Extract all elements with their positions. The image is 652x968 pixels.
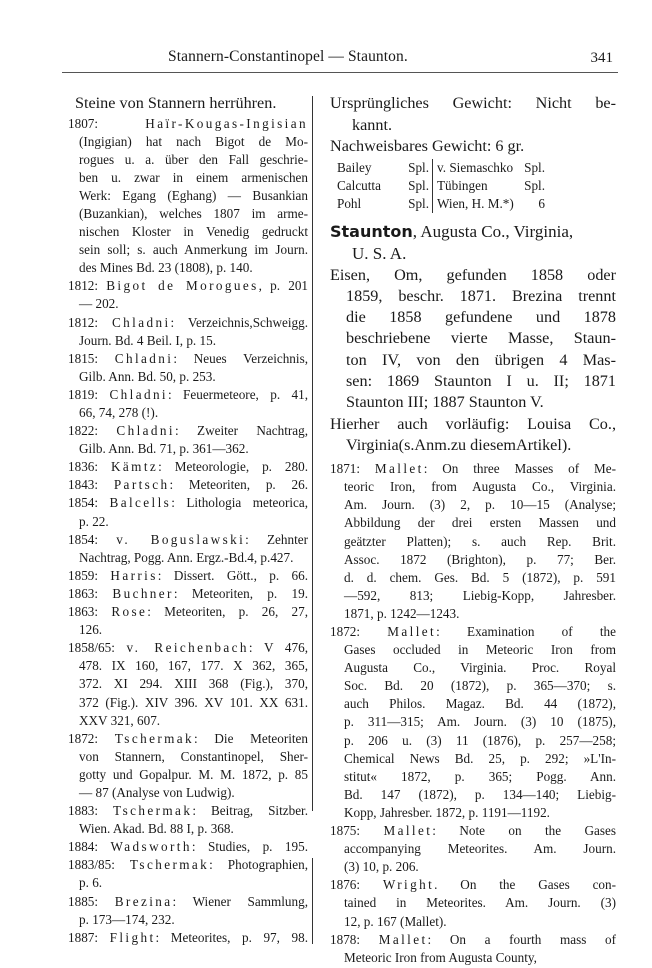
entry-year: 1883: bbox=[68, 803, 99, 819]
entry-author: Brezina bbox=[114, 893, 173, 909]
left-column bbox=[68, 93, 308, 947]
bibliography-entry bbox=[68, 350, 308, 386]
bibliography-entry bbox=[330, 460, 616, 623]
entry-year: 1885: bbox=[68, 893, 99, 909]
entry-continuation-line: Bd. 147 (1872), p. 134—140; Liebig- bbox=[344, 786, 616, 802]
entry-text: : Dissert. Gött., p. 66. bbox=[157, 567, 308, 583]
entry-year: 1812: bbox=[68, 278, 99, 294]
bibliography-entry bbox=[330, 931, 616, 967]
bibliography-entry bbox=[68, 567, 308, 585]
header-rule bbox=[62, 72, 618, 73]
entry-year: 1836: bbox=[68, 459, 99, 475]
entry-first-line bbox=[68, 603, 308, 621]
entry-continuation-line: d. d. chem. Ges. Bd. 5 (1872), p. 591 bbox=[344, 569, 616, 585]
entry-author: Mallet bbox=[383, 823, 433, 839]
entry-author: Mallet bbox=[378, 931, 428, 947]
entry-first-line bbox=[68, 531, 308, 549]
bibliography-entry bbox=[68, 277, 308, 313]
entry-continuation-line: teoric Iron, from Augusta Co., Virginia. bbox=[344, 479, 616, 495]
column-divider bbox=[312, 96, 313, 811]
entry-author: v. Reichenbach bbox=[126, 640, 249, 656]
entry-author: Kämtz bbox=[111, 459, 159, 475]
entry-continuation-line: Werk: Egang (Eghang) — Busankian bbox=[79, 187, 308, 203]
bibliography-entry bbox=[68, 802, 308, 838]
provisional-line: Hierher auch vorläufig: Louisa Co., bbox=[330, 414, 616, 433]
entry-author: Haïr-Kougas-Ingisian bbox=[145, 115, 308, 131]
entry-text: : Feuermeteore, p. 41, bbox=[168, 386, 308, 402]
entry-continuation-line: — 87 (Analyse von Ludwig). bbox=[79, 784, 235, 800]
entry-continuation-line: Soc. Bd. 20 (1872), p. 365—370; s. bbox=[344, 678, 616, 694]
verifiable-weight: Nachweisbares Gewicht: 6 gr. bbox=[330, 137, 525, 155]
page-header bbox=[62, 48, 618, 70]
entry-text: : On three Masses of Me- bbox=[423, 461, 617, 477]
entry-continuation-line: (Buzankian), welches 1807 im arme- bbox=[79, 205, 308, 221]
original-weight bbox=[330, 93, 616, 136]
entry-first-line bbox=[68, 350, 308, 368]
entry-first-line bbox=[68, 929, 308, 947]
collection-name: Wien, H. M.*) bbox=[437, 195, 514, 211]
page-number: 341 bbox=[590, 50, 613, 66]
entry-year: 1883/85: bbox=[68, 857, 115, 873]
description-line: 1859, beschr. 1871. Brezina trennt bbox=[346, 286, 616, 305]
entry-first-line bbox=[68, 802, 308, 820]
bibliography-list-left bbox=[68, 115, 308, 947]
entry-year: 1884: bbox=[68, 839, 99, 855]
entry-continuation-line: Nachtrag, Pogg. Ann. Ergz.-Bd.4, p.427. bbox=[79, 549, 294, 565]
entry-author: Chladni bbox=[114, 350, 174, 366]
entry-continuation-line: —592, 813; Liebig-Kopp, Jahresber. bbox=[344, 587, 616, 603]
holdings-row bbox=[334, 177, 548, 195]
entry-author: Wright bbox=[382, 877, 435, 893]
collection-amount: 6 bbox=[538, 195, 545, 211]
entry-year: 1854: bbox=[68, 495, 99, 511]
entry-continuation-line: Gilb. Ann. Bd. 50, p. 253. bbox=[79, 368, 216, 384]
entry-continuation-line: (3) 10, p. 206. bbox=[344, 859, 419, 875]
entry-continuation-line: rogues u. a. über den Fall geschrie- bbox=[79, 151, 308, 167]
entry-continuation-line: sein soll; s. auch Anmerkung im Journ. bbox=[79, 242, 308, 258]
entry-continuation-line: p. 22. bbox=[79, 513, 109, 529]
entry-text: : Studies, p. 195. bbox=[191, 839, 309, 855]
entry-text: : Lithologia meteorica, bbox=[171, 495, 309, 511]
bibliography-entry bbox=[68, 386, 308, 422]
entry-author: Chladni bbox=[116, 423, 175, 439]
entry-author: Tschermak bbox=[113, 803, 193, 819]
entry-year: 1875: bbox=[330, 823, 361, 839]
entry-first-line bbox=[68, 585, 308, 603]
entry-year: 1878: bbox=[330, 931, 361, 947]
entry-continuation-line: 372. XI 294. XIII 368 (Fig.), 370, bbox=[79, 676, 308, 692]
entry-first-line bbox=[68, 856, 308, 874]
entry-author: Partsch bbox=[113, 477, 170, 493]
entry-author: Rose bbox=[111, 604, 148, 620]
entry-continuation-line: geätzter Platten); s. auch Rep. Brit. bbox=[344, 533, 616, 549]
holdings-table bbox=[334, 159, 548, 213]
entry-year: 1876: bbox=[330, 877, 361, 893]
bibliography-entry bbox=[68, 314, 308, 350]
bibliography-entry bbox=[330, 822, 616, 876]
entry-text: , p. 201 bbox=[258, 278, 308, 294]
entry-continuation-line: Abbildung der drei ersten Massen und bbox=[344, 515, 616, 531]
right-column bbox=[330, 93, 616, 967]
entry-continuation-line: Meteoric Iron from Augusta County, bbox=[344, 949, 537, 965]
entry-continuation-line: 478. IX 160, 167, 177. X 362, 365, bbox=[79, 658, 308, 674]
entry-continuation-line: Am. Journ. (3) 2, p. 10—15 (Analyse; bbox=[344, 497, 616, 513]
entry-first-line bbox=[68, 567, 308, 585]
bibliography-entry bbox=[68, 115, 308, 278]
entry-continuation-line: 126. bbox=[79, 622, 103, 638]
entry-continuation-line: p. 6. bbox=[79, 875, 103, 891]
entry-author: v. Boguslawski bbox=[116, 531, 246, 547]
entry-continuation-line: Chemical News Bd. 25, p. 292; »L'In- bbox=[344, 750, 616, 766]
entry-text: : Verzeichnis,Schweigg. bbox=[170, 314, 308, 330]
entry-first-line bbox=[330, 931, 616, 949]
entry-year: 1812: bbox=[68, 314, 99, 330]
bibliography-entry bbox=[68, 476, 308, 494]
bibliography-entry bbox=[68, 856, 308, 892]
bibliography-entry bbox=[68, 639, 308, 729]
entry-continuation-line: gotty und Gopalpur. M. M. 1872, p. 85 bbox=[79, 766, 308, 782]
entry-first-line bbox=[330, 460, 616, 478]
entry-continuation-line: Journ. Bd. 4 Beil. I, p. 15. bbox=[79, 332, 217, 348]
collection-name: Calcutta bbox=[337, 177, 381, 193]
collection-name: Tübingen bbox=[437, 177, 488, 193]
entry-first-line bbox=[68, 838, 308, 856]
entry-author: Mallet bbox=[374, 461, 424, 477]
description-line: ton IV, von den übrigen 4 Mas- bbox=[346, 350, 616, 369]
entry-author: Tschermak bbox=[114, 730, 195, 746]
provisional-line: Virginia(s.Anm.zu diesemArtikel). bbox=[346, 435, 572, 454]
entry-author: Tschermak bbox=[129, 857, 210, 873]
entry-year: 1863: bbox=[68, 604, 99, 620]
entry-first-line bbox=[68, 730, 308, 748]
description-line: Staunton III; 1887 Staunton V. bbox=[346, 393, 544, 412]
collection-amount: Spl. bbox=[404, 159, 433, 177]
original-weight-line: kannt. bbox=[352, 115, 393, 134]
entry-continuation-line: 12, p. 167 (Mallet). bbox=[344, 913, 447, 929]
collection-name: v. Siemaschko bbox=[437, 159, 514, 175]
entry-author: Flight bbox=[109, 929, 156, 945]
entry-text: : Zweiter Nachtrag, bbox=[174, 423, 309, 439]
bibliography-list-right bbox=[330, 460, 616, 967]
entry-first-line bbox=[68, 314, 308, 332]
bibliography-entry bbox=[68, 531, 308, 567]
entry-author: Chladni bbox=[109, 386, 168, 402]
entry-continuation-line: tained in Meteorites. Am. Journ. (3) bbox=[344, 895, 616, 911]
meteorite-location-cont: U. S. A. bbox=[352, 243, 407, 263]
entry-continuation-line: Kopp, Jahresber. 1872, p. 1191—1192. bbox=[344, 804, 550, 820]
description-line: beschriebene vierte Masse, Staun- bbox=[346, 329, 616, 348]
entry-continuation-line: XXV 321, 607. bbox=[79, 712, 161, 728]
entry-author: Buchner bbox=[112, 585, 174, 601]
entry-author: Wadsworth bbox=[110, 839, 192, 855]
entry-continuation-line: p. 311—315; Am. Journ. (3) 10 (1875), bbox=[344, 714, 616, 730]
entry-continuation-line: des Mines Bd. 23 (1808), p. 140. bbox=[79, 260, 253, 276]
bibliography-entry bbox=[68, 929, 308, 947]
meteorite-heading bbox=[330, 221, 616, 265]
entry-year: 1815: bbox=[68, 350, 99, 366]
entry-first-line bbox=[68, 115, 308, 133]
entry-year: 1872: bbox=[330, 624, 361, 640]
bibliography-entry bbox=[330, 623, 616, 822]
entry-text: : Meteorologie, p. 280. bbox=[158, 459, 308, 475]
meteorite-description bbox=[330, 265, 616, 414]
entry-continuation-line: Gases occluded in Meteoric Iron from bbox=[344, 642, 616, 658]
entry-first-line bbox=[68, 476, 308, 494]
entry-year: 1887: bbox=[68, 929, 99, 945]
holdings-row bbox=[334, 195, 548, 213]
entry-continuation-line: Gilb. Ann. Bd. 71, p. 361—362. bbox=[79, 441, 249, 457]
entry-continuation-line: (Ingigian) hat nach Bigot de Mo- bbox=[79, 133, 308, 149]
entry-author: Harris bbox=[110, 567, 158, 583]
entry-first-line bbox=[330, 822, 616, 840]
bibliography-entry bbox=[68, 603, 308, 639]
entry-text: : Wiener Sammlung, bbox=[172, 893, 308, 909]
provisional-note bbox=[330, 414, 616, 457]
bibliography-entry bbox=[68, 585, 308, 603]
entry-year: 1822: bbox=[68, 423, 99, 439]
entry-continuation-line: 1871, p. 1242—1243. bbox=[344, 605, 460, 621]
entry-text: : Zehnter bbox=[245, 531, 309, 547]
entry-continuation-line: 66, 74, 278 (!). bbox=[79, 405, 159, 420]
entry-first-line bbox=[68, 422, 308, 440]
entry-text: : V 476, bbox=[248, 640, 308, 656]
entry-continuation-line: stitut« 1872, p. 365; Pogg. Ann. bbox=[344, 768, 616, 784]
entry-text: : On a fourth mass of bbox=[427, 931, 616, 947]
entry-continuation-line: accompanying Meteorites. Am. Journ. bbox=[344, 841, 616, 857]
bibliography-entry bbox=[68, 838, 308, 856]
collection-amount: Spl. bbox=[524, 177, 545, 193]
entry-text: : Neues Verzeichnis, bbox=[173, 350, 308, 366]
entry-first-line bbox=[68, 639, 308, 657]
entry-author: Balcells bbox=[109, 495, 172, 511]
entry-year: 1807: bbox=[68, 115, 99, 131]
entry-first-line bbox=[330, 876, 616, 894]
holdings-row bbox=[334, 159, 548, 177]
description-line: sen: 1869 Staunton I u. II; 1871 bbox=[346, 371, 616, 390]
entry-text: . On the Gases con- bbox=[434, 877, 617, 893]
description-line: Eisen, Om, gefunden 1858 oder bbox=[330, 265, 616, 284]
bibliography-entry bbox=[330, 876, 616, 930]
description-line: die 1858 gefundene und 1878 bbox=[346, 308, 616, 327]
entry-author: Chladni bbox=[111, 314, 171, 330]
entry-continuation-line: 372 (Fig.). XIV 396. XV 101. XX 631. bbox=[79, 694, 308, 710]
entry-continuation-line: p. 173—174, 232. bbox=[79, 911, 175, 927]
entry-first-line bbox=[330, 623, 616, 641]
entry-continuation-line: p. 206 u. (3) 11 (1876), p. 257—258; bbox=[344, 732, 616, 748]
entry-continuation-line: Assoc. 1872 (Brighton), p. 77; Ber. bbox=[344, 551, 616, 567]
entry-text: : Die Meteoriten bbox=[194, 730, 309, 746]
entry-text: : Meteoriten, p. 26. bbox=[169, 477, 308, 493]
entry-year: 1819: bbox=[68, 386, 99, 402]
entry-year: 1871: bbox=[330, 461, 361, 477]
running-title: Stannern-Constantinopel — Staunton. bbox=[168, 48, 408, 65]
collection-amount: Spl. bbox=[404, 195, 433, 213]
bibliography-entry bbox=[68, 458, 308, 476]
column-divider-lower bbox=[312, 858, 313, 944]
entry-continuation-line: auch Philos. Magaz. Bd. 44 (1872), bbox=[344, 696, 616, 712]
meteorite-location: , Augusta Co., Virginia, bbox=[412, 221, 574, 241]
entry-text: : Beitrag, Sitzber. bbox=[192, 803, 309, 819]
entry-continuation-line: Augusta Co., Virginia. Proc. Royal bbox=[344, 660, 616, 676]
entry-first-line bbox=[68, 458, 308, 476]
collection-amount: Spl. bbox=[524, 159, 545, 175]
carryover-line: Steine von Stannern herrühren. bbox=[75, 94, 277, 112]
entry-first-line bbox=[68, 386, 308, 404]
entry-year: 1858/65: bbox=[68, 640, 115, 656]
entry-author: Mallet bbox=[387, 624, 437, 640]
meteorite-name: Staunton bbox=[330, 221, 413, 241]
entry-text: : Meteoriten, p. 26, 27, bbox=[147, 604, 308, 620]
bibliography-entry bbox=[68, 893, 308, 929]
entry-continuation-line: Wien. Akad. Bd. 88 I, p. 368. bbox=[79, 821, 234, 837]
entry-text: : Meteorites, p. 97, 98. bbox=[155, 929, 308, 945]
entry-continuation-line: — 202. bbox=[79, 296, 119, 312]
entry-first-line bbox=[68, 893, 308, 911]
entry-text: : Photographien, bbox=[209, 857, 308, 873]
bibliography-entry bbox=[68, 422, 308, 458]
collection-amount: Spl. bbox=[404, 177, 433, 195]
entry-continuation-line: von Stannern, Constantinopel, Sher- bbox=[79, 748, 308, 764]
original-weight-line: Ursprüngliches Gewicht: Nicht be- bbox=[330, 94, 616, 112]
entry-year: 1843: bbox=[68, 477, 99, 493]
entry-continuation-line: ben u. zwar in einem armenischen bbox=[79, 169, 308, 185]
entry-first-line bbox=[68, 494, 308, 512]
entry-text: : Meteoriten, p. 19. bbox=[173, 585, 309, 601]
entry-first-line bbox=[68, 277, 308, 295]
entry-text: : Examination of the bbox=[436, 624, 616, 640]
entry-author: Bigot de Morogues bbox=[106, 278, 259, 294]
entry-year: 1854: bbox=[68, 531, 99, 547]
collection-name: Bailey bbox=[337, 159, 372, 175]
bibliography-entry bbox=[68, 494, 308, 530]
entry-year: 1872: bbox=[68, 730, 99, 746]
entry-year: 1859: bbox=[68, 567, 99, 583]
entry-continuation-line: nischen Kloster in Venedig gedruckt bbox=[79, 224, 308, 240]
collection-name: Pohl bbox=[337, 195, 362, 211]
entry-text: : Note on the Gases bbox=[432, 823, 616, 839]
bibliography-entry bbox=[68, 730, 308, 802]
entry-year: 1863: bbox=[68, 585, 99, 601]
